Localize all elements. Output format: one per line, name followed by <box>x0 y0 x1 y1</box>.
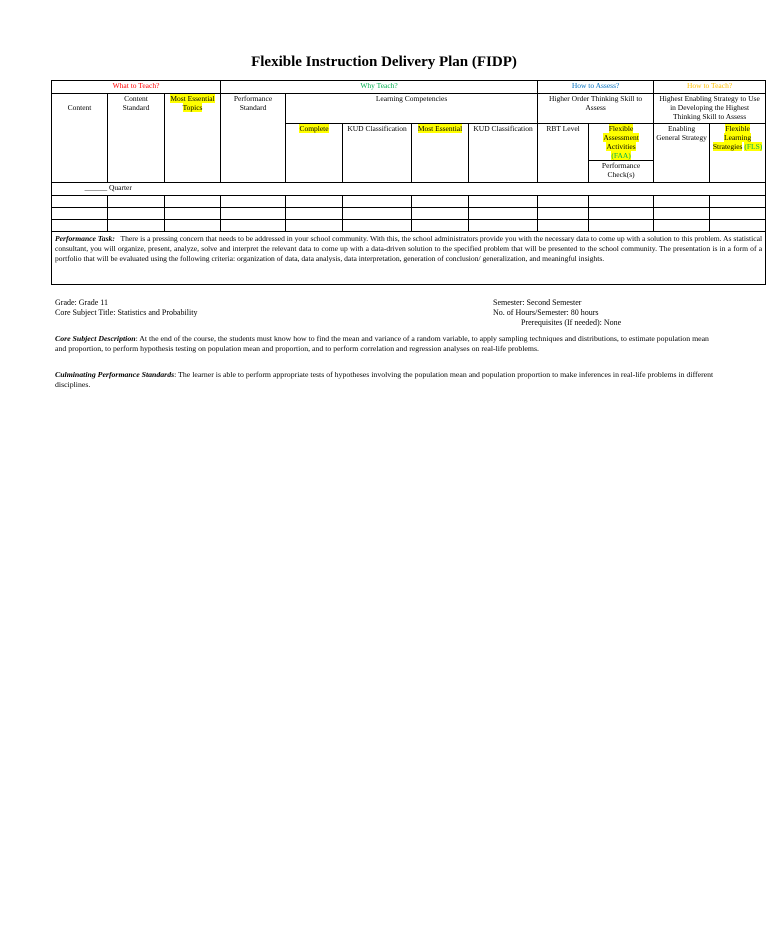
column-header-row <box>52 94 766 124</box>
faa-label: Flexible Assessment Activities <box>603 124 639 151</box>
faa-abbr: (FAA) <box>611 151 631 160</box>
grade: Grade: Grade 11 <box>55 298 109 307</box>
table-row <box>52 196 766 208</box>
table-row <box>52 208 766 220</box>
col-kud-1: KUD Classification <box>343 124 412 183</box>
col-performance-standard: Performance Standard <box>221 94 286 183</box>
standards-label: Culminating Performance Standards <box>55 370 175 379</box>
performance-task-text: There is a pressing concern that needs to be addressed in your school community. With this, the school administrators provide you with the necessary data to come up with a solution to this problem. As statistical consultant, you will organize, present, analyze, solve and interpret the relevant data to come up with a data-driven solution to the specified problem that will be presented to the school community. The presentation is in a form of a portfolio that will be evaluated using the following criteria: organization of data, data analysis, data interpretation, generation of conclusion/ generalization, and meaningful insights. <box>55 234 763 263</box>
complete-label: Complete <box>299 124 329 133</box>
col-enabling-general: Enabling General Strategy <box>654 124 710 183</box>
fls-label: Flexible Learning Strategies <box>712 124 752 151</box>
group-how-assess: How to Assess? <box>538 81 654 94</box>
performance-task-row <box>52 232 766 285</box>
description-text: : At the end of the course, the students must know how to find the mean and variance of a random variable, to apply sampling techniques and distributions, to estimate population mean and proportion, to perform hypothesis testing on population mean and proportion, and to perform correlation and regression analyses on real-life problems. <box>55 334 709 353</box>
col-most-essential <box>412 124 469 183</box>
col-complete <box>286 124 343 183</box>
group-how-teach: How to Teach? <box>654 81 766 94</box>
core-subject-description <box>55 334 715 354</box>
quarter-row <box>52 183 766 196</box>
col-content: Content <box>52 94 108 183</box>
col-faa <box>589 124 654 183</box>
page-title: Flexible Instruction Delivery Plan (FIDP) <box>251 54 517 70</box>
performance-task-label: Performance Task: <box>55 234 115 243</box>
most-essential-topics-label: Most Essential Topics <box>170 94 215 112</box>
col-rbt-level: RBT Level <box>538 124 589 183</box>
quarter-fill <box>165 183 766 196</box>
table-row <box>52 220 766 232</box>
group-what: What to Teach? <box>52 81 221 94</box>
col-content-standard: Content Standard <box>108 94 165 183</box>
col-highest-enabling: Highest Enabling Strategy to Use in Developing the Highest Thinking Skill to Assess <box>654 94 766 124</box>
col-learning-competencies: Learning Competencies <box>286 94 538 124</box>
col-most-essential-topics <box>165 94 221 183</box>
prerequisites: Prerequisites (If needed): None <box>521 318 622 327</box>
most-essential-label: Most Essential <box>417 124 463 133</box>
col-hots-assess: Higher Order Thinking Skill to Assess <box>538 94 654 124</box>
standards-text: : The learner is able to perform appropriate tests of hypotheses involving the population mean and population proportion to make inferences in real-life problems in different disciplines. <box>55 370 714 389</box>
semester: Semester: Second Semester <box>493 298 582 307</box>
col-fls <box>710 124 766 183</box>
fls-abbr: (FLS) <box>744 142 763 151</box>
quarter-label: ______ Quarter <box>52 183 165 196</box>
hours-per-semester: No. of Hours/Semester: 80 hours <box>493 308 599 317</box>
col-kud-2: KUD Classification <box>469 124 538 183</box>
subject-title: Core Subject Title: Statistics and Probability <box>55 308 198 317</box>
fidp-table <box>51 80 766 285</box>
performance-task <box>52 232 766 285</box>
culminating-performance-standards <box>55 370 715 390</box>
group-why: Why Teach? <box>221 81 538 94</box>
performance-checks: Performance Check(s) <box>589 160 653 179</box>
description-label: Core Subject Description <box>55 334 136 343</box>
group-header-row <box>52 81 766 94</box>
